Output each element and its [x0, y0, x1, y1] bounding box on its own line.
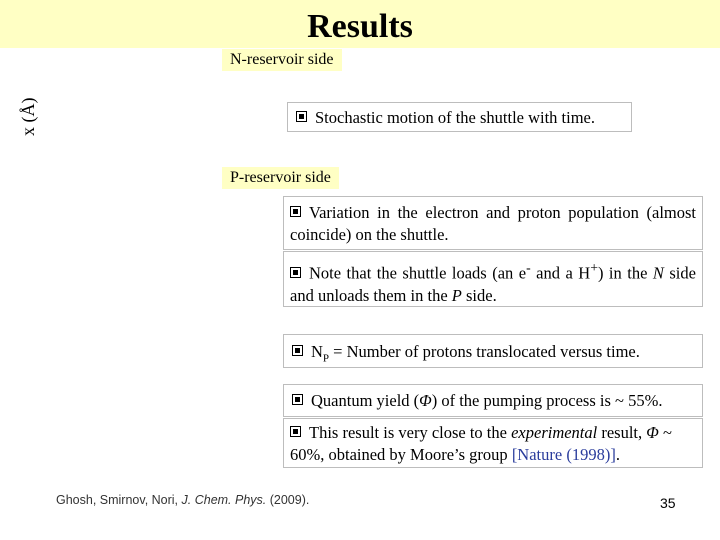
bullet-icon: [292, 394, 303, 405]
bullet-icon: [290, 206, 301, 217]
bullet-icon: [296, 111, 307, 122]
page-number: 35: [660, 495, 676, 511]
y-axis-label: x (Å): [18, 97, 38, 136]
bullet-experimental-result: This result is very close to the experimental result, Φ ~ 60%, obtained by Moore’s group [Nature (1998)].: [283, 418, 703, 468]
bullet-icon: [290, 267, 301, 278]
nature-reference: [Nature (1998)]: [511, 445, 616, 464]
slide-title: Results: [307, 8, 413, 45]
bullet-stochastic-motion: Stochastic motion of the shuttle with time.: [287, 102, 632, 132]
bullet-icon: [290, 426, 301, 437]
bullet-population-variation: Variation in the electron and proton population (almost coincide) on the shuttle.: [283, 196, 703, 250]
bullet-load-unload: Note that the shuttle loads (an e- and a H+) in the N side and unloads them in the P side.: [283, 251, 703, 307]
n-reservoir-label: N-reservoir side: [222, 49, 342, 71]
bullet-np-protons: $N_P$ = Number of protons translocated versus time.: [283, 334, 703, 368]
bullet-icon: [292, 345, 303, 356]
p-reservoir-label: P-reservoir side: [222, 167, 339, 189]
citation: Ghosh, Smirnov, Nori, J. Chem. Phys. (2009).: [56, 493, 310, 507]
bullet-quantum-yield: Quantum yield (Φ) of the pumping process is ~ 55%.: [283, 384, 703, 417]
